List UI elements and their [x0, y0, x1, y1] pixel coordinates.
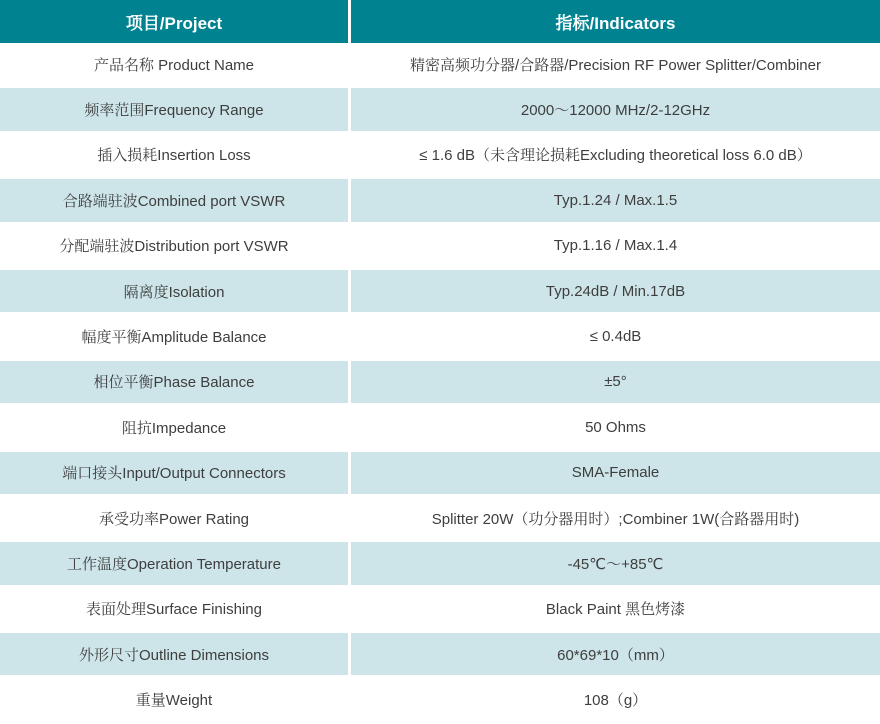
indicator-cell: 精密高频功分器/合路器/Precision RF Power Splitter/Combiner — [351, 43, 880, 85]
table-row — [0, 270, 880, 315]
project-cell: 相位平衡Phase Balance — [0, 361, 348, 403]
project-cell: 外形尺寸Outline Dimensions — [0, 633, 348, 675]
table-row — [0, 678, 880, 723]
project-cell: 阻抗Impedance — [0, 406, 348, 448]
header-indicators: 指标/Indicators — [351, 0, 880, 43]
project-cell: 工作温度Operation Temperature — [0, 542, 348, 584]
table-row — [0, 633, 880, 678]
project-cell: 插入损耗Insertion Loss — [0, 134, 348, 176]
table-header-row — [0, 0, 880, 43]
indicator-cell: ≤ 1.6 dB（未含理论损耗Excluding theoretical loss 6.0 dB） — [351, 134, 880, 176]
indicator-cell: Typ.1.24 / Max.1.5 — [351, 179, 880, 221]
indicator-cell: Typ.1.16 / Max.1.4 — [351, 225, 880, 267]
table-row — [0, 406, 880, 451]
table-row — [0, 542, 880, 587]
header-project: 项目/Project — [0, 0, 348, 43]
table-row — [0, 497, 880, 542]
project-cell: 隔离度Isolation — [0, 270, 348, 312]
project-cell: 端口接头Input/Output Connectors — [0, 452, 348, 494]
table-row — [0, 134, 880, 179]
project-cell: 产品名称 Product Name — [0, 43, 348, 85]
project-cell: 幅度平衡Amplitude Balance — [0, 315, 348, 357]
table-row — [0, 588, 880, 633]
project-cell: 频率范围Frequency Range — [0, 88, 348, 130]
indicator-cell: 60*69*10（mm） — [351, 633, 880, 675]
indicator-cell: ±5° — [351, 361, 880, 403]
table-row — [0, 361, 880, 406]
project-cell: 分配端驻波Distribution port VSWR — [0, 225, 348, 267]
indicator-cell: 108（g） — [351, 678, 880, 720]
indicator-cell: Black Paint 黑色烤漆 — [351, 588, 880, 630]
indicator-cell: 2000～12000 MHz/2-12GHz — [351, 88, 880, 130]
indicator-cell: SMA-Female — [351, 452, 880, 494]
table-row — [0, 88, 880, 133]
project-cell: 重量Weight — [0, 678, 348, 720]
table-row — [0, 452, 880, 497]
table-row — [0, 179, 880, 224]
indicator-cell: ≤ 0.4dB — [351, 315, 880, 357]
project-cell: 表面处理Surface Finishing — [0, 588, 348, 630]
table-row — [0, 225, 880, 270]
indicator-cell: Splitter 20W（功分器用时）;Combiner 1W(合路器用时) — [351, 497, 880, 539]
indicator-cell: -45℃～+85℃ — [351, 542, 880, 584]
indicator-cell: Typ.24dB / Min.17dB — [351, 270, 880, 312]
project-cell: 合路端驻波Combined port VSWR — [0, 179, 348, 221]
project-cell: 承受功率Power Rating — [0, 497, 348, 539]
table-body — [0, 43, 880, 724]
indicator-cell: 50 Ohms — [351, 406, 880, 448]
table-row — [0, 43, 880, 88]
table-row — [0, 315, 880, 360]
